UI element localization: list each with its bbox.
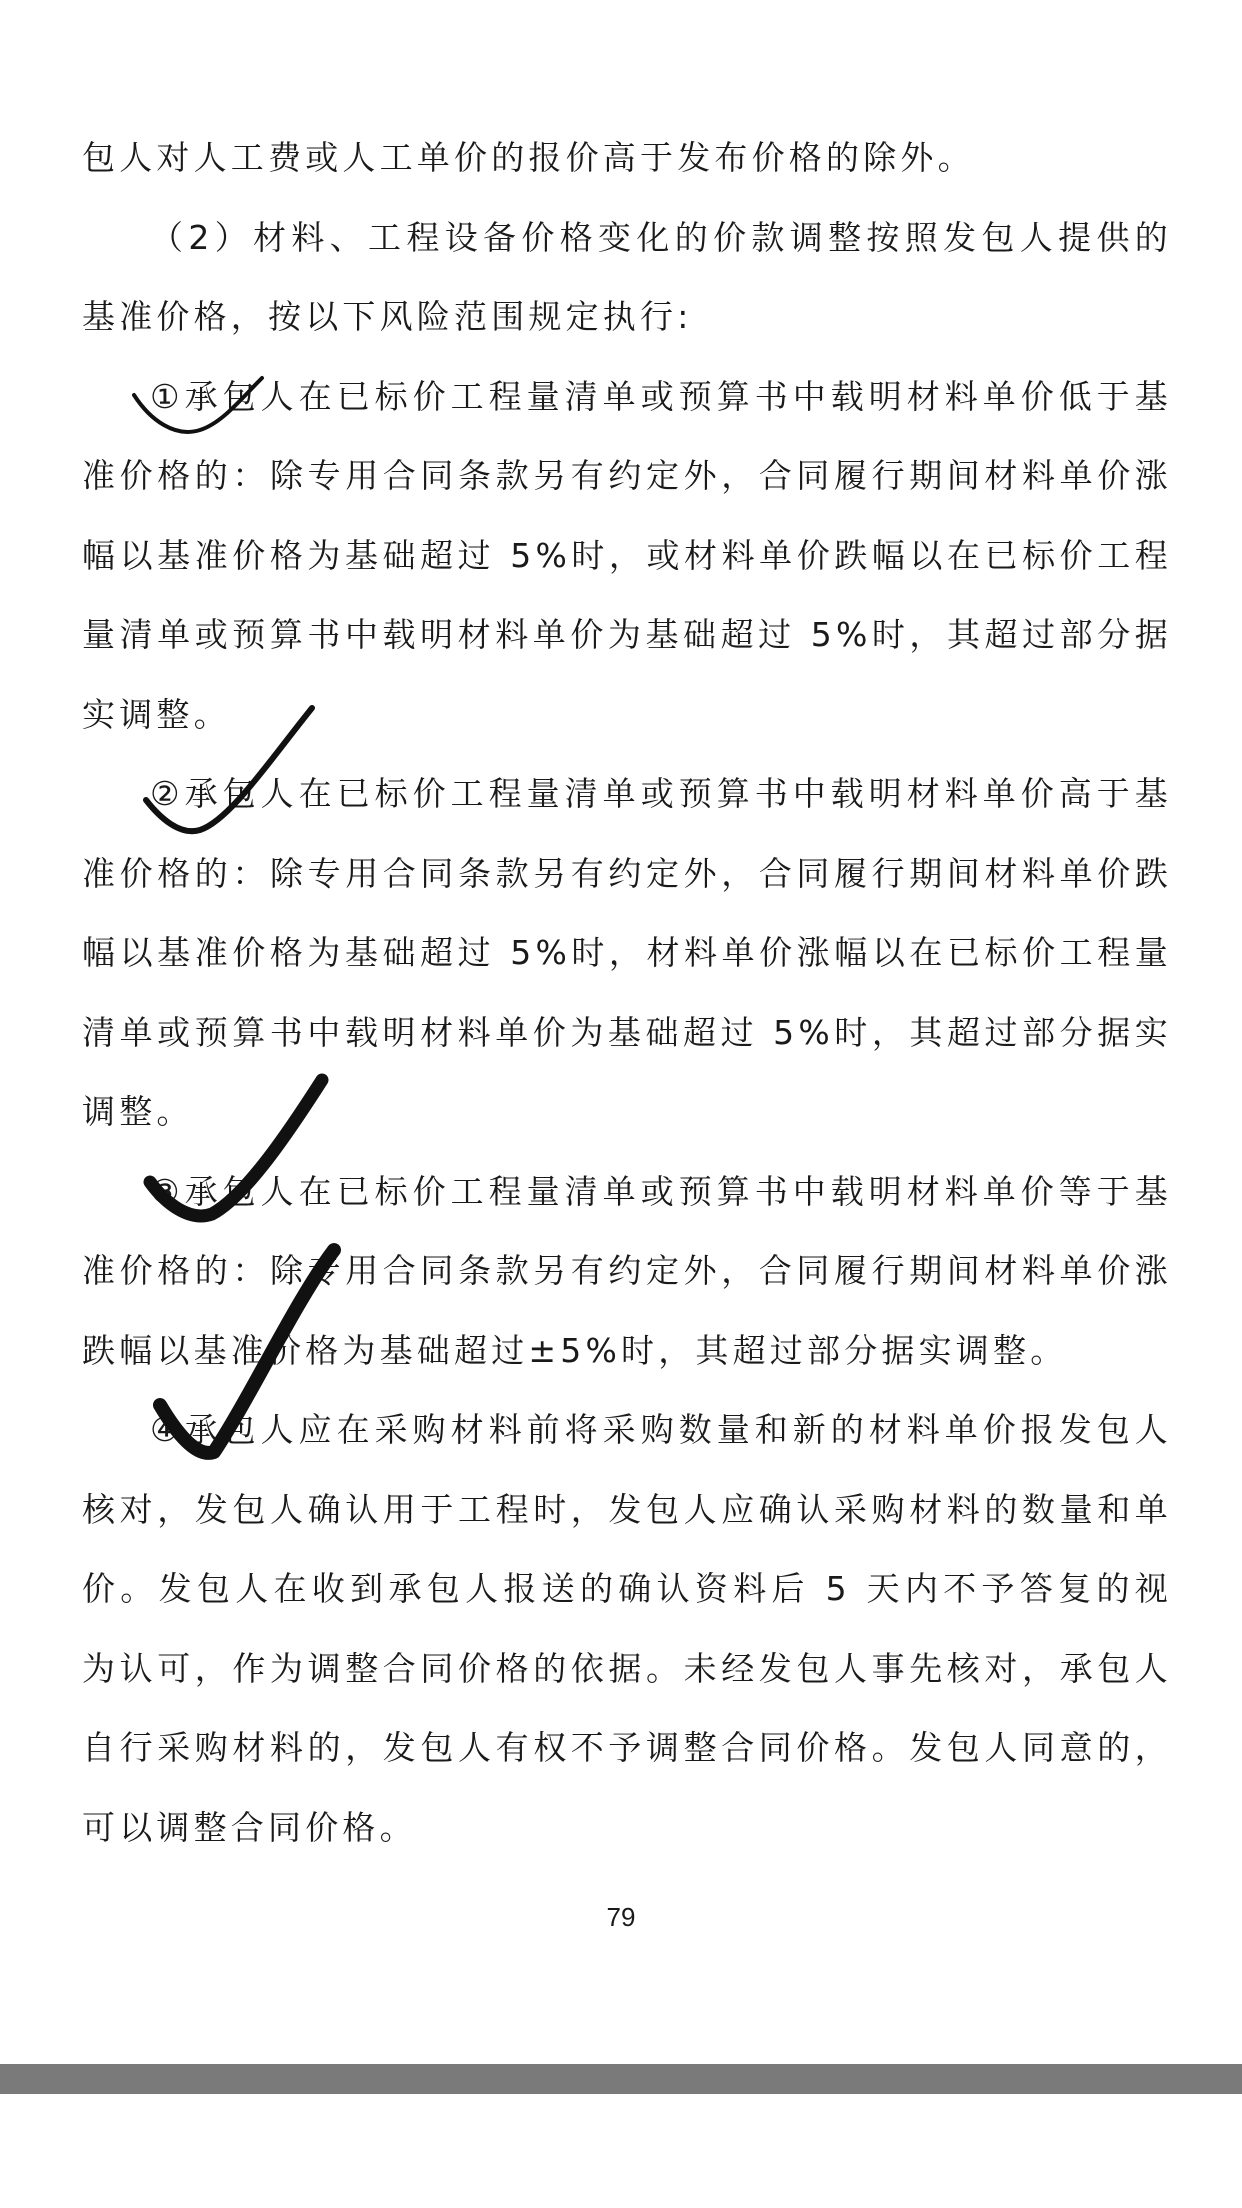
paragraph-item-4: ④承包人应在采购材料前将采购数量和新的材料单价报发包人核对，发包人确认用于工程时，发包人应确认采购材料的数量和单价。发包人在收到承包人报送的确认资料后 5 天内不予答复的视为认可，作为调整合同价格的依据。未经发包人事先核对，承包人自行采购材料的，发包人有权不予调整合同价格。发包人同意的，可以调整合同价格。 <box>82 1410 1172 1847</box>
document-body <box>82 118 1172 1867</box>
paragraph-continuation: 包人对人工费或人工单价的报价高于发布价格的除外。 <box>82 138 975 177</box>
page-separator-bar <box>0 2064 1242 2094</box>
paragraph-material-price-adjustment: （2）材料、工程设备价格变化的价款调整按照发包人提供的基准价格，按以下风险范围规定执行: <box>82 217 1172 336</box>
paragraph-item-1: ①承包人在已标价工程量清单或预算书中载明材料单价低于基准价格的：除专用合同条款另有约定外，合同履行期间材料单价涨幅以基准价格为基础超过 5%时，或材料单价跌幅以在已标价工程量清单或预算书中载明材料单价为基础超过 5%时，其超过部分据实调整。 <box>82 376 1172 734</box>
blank-area <box>0 2094 1242 2208</box>
paragraph-item-3: ③承包人在已标价工程量清单或预算书中载明材料单价等于基准价格的：除专用合同条款另有约定外，合同履行期间材料单价涨跌幅以基准价格为基础超过±5%时，其超过部分据实调整。 <box>82 1171 1172 1370</box>
page-number: 79 <box>606 1902 636 1932</box>
paragraph-item-2: ②承包人在已标价工程量清单或预算书中载明材料单价高于基准价格的：除专用合同条款另有约定外，合同履行期间材料单价跌幅以基准价格为基础超过 5%时，材料单价涨幅以在已标价工程量清单或预算书中载明材料单价为基础超过 5%时，其超过部分据实调整。 <box>82 774 1172 1131</box>
